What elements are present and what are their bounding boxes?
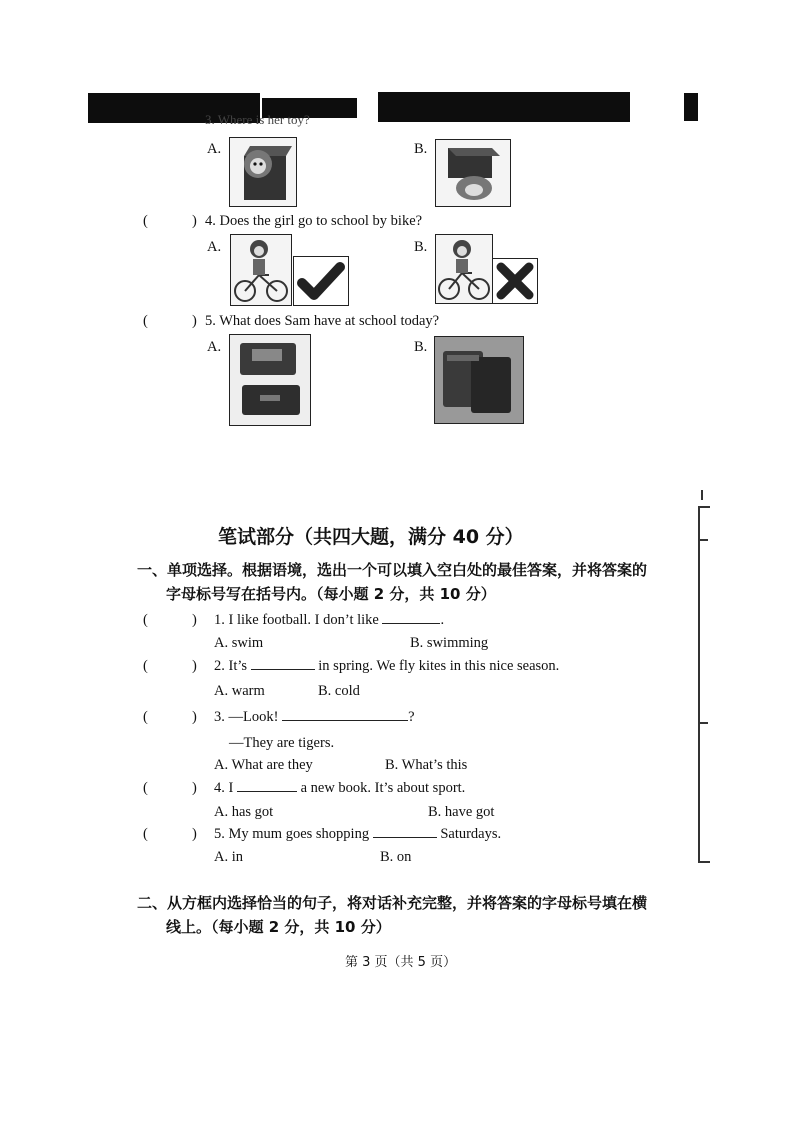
part1-heading-line2: 字母标号写在括号内。（每小题 2 分，共 10 分） [166,585,496,603]
p1-q5-option-a: A. in [214,849,243,865]
page-footer: 第 3 页（共 5 页） [345,955,457,970]
p1-q3-paren-open: ( [143,709,148,725]
p1-q3-stem-before: 3. —Look! [214,709,279,725]
p1-q1-stem-after: . [440,612,445,628]
q5-paren-close: ) [192,313,197,329]
part1-heading-line1: 一、单项选择。根据语境，选出一个可以填入空白处的最佳答案，并将答案的 [137,561,648,579]
p1-q2-option-b: B. cold [318,683,360,699]
margin-tick [698,722,708,724]
p1-q4-answer-blank[interactable] [237,791,297,792]
q3-option-b-label: B. [414,141,428,157]
margin-tick [698,539,708,541]
p1-q4-stem-after: a new book. It’s about sport. [300,780,466,796]
q5-option-b-picture [434,336,524,424]
p1-q4-stem [214,781,465,796]
p1-q2-paren-close: ) [192,658,197,674]
p1-q4-paren-open: ( [143,780,148,796]
p1-q1-stem-before: 1. I like football. I don’t like [214,612,379,628]
q3-option-b-picture [435,139,511,207]
p1-q1-answer-blank[interactable] [382,623,440,624]
q4-option-a-checkmark [293,256,349,306]
p1-q5-stem-before: 5. My mum goes shopping [214,826,370,842]
q4-option-a-label: A. [207,239,222,255]
q4-option-a-picture [230,234,292,306]
p1-q5-answer-blank[interactable] [373,837,437,838]
p1-q5-option-b: B. on [380,849,412,865]
q5-option-b-label: B. [414,339,428,355]
p1-q2-stem-before: 2. It’s [214,658,248,674]
margin-tick [698,506,710,508]
p1-q3-stem [214,710,415,725]
p1-q3-answer-blank[interactable] [282,720,408,721]
p1-q5-stem-after: Saturdays. [440,826,502,842]
q4-paren-open: ( [143,213,148,229]
written-section-title: 笔试部分（共四大题，满分 40 分） [218,526,524,548]
q3-partial-text: 3. Where is her toy? [205,112,310,127]
redaction-bar-right [378,92,630,122]
p1-q1-option-b: B. swimming [410,635,489,651]
p1-q4-option-b: B. have got [428,804,495,820]
p1-q1-paren-open: ( [143,612,148,628]
p1-q3-stem-after: ? [408,709,415,725]
p1-q3-option-a: A. What are they [214,757,313,773]
q5-paren-open: ( [143,313,148,329]
p1-q1-option-a: A. swim [214,635,264,651]
q3-option-a-picture [229,137,297,207]
part2-heading-line2: 线上。（每小题 2 分，共 10 分） [166,918,391,936]
q4-option-b-picture [435,234,493,304]
p1-q1-stem [214,613,444,628]
q5-option-a-picture [229,334,311,426]
margin-tick [698,861,710,863]
margin-mark [701,490,703,500]
q4-question-text: 4. Does the girl go to school by bike? [205,213,423,229]
q4-option-b-cross [492,258,538,304]
p1-q2-stem-after: in spring. We fly kites in this nice season. [318,658,560,674]
part2-heading-line1: 二、从方框内选择恰当的句子，将对话补充完整，并将答案的字母标号填在横 [137,894,648,912]
p1-q2-paren-open: ( [143,658,148,674]
p1-q2-answer-blank[interactable] [251,669,315,670]
p1-q1-paren-close: ) [192,612,197,628]
p1-q3-paren-close: ) [192,709,197,725]
p1-q4-stem-before: 4. I [214,780,234,796]
p1-q5-stem [214,827,501,842]
q5-option-a-label: A. [207,339,222,355]
p1-q3-option-b: B. What’s this [385,757,468,773]
q5-question-text: 5. What does Sam have at school today? [205,313,440,329]
q4-option-b-label: B. [414,239,428,255]
q4-paren-close: ) [192,213,197,229]
p1-q4-paren-close: ) [192,780,197,796]
p1-q3-response-line: —They are tigers. [229,735,335,751]
p1-q2-option-a: A. warm [214,683,265,699]
q3-option-a-label: A. [207,141,222,157]
margin-binding-line [698,506,700,862]
p1-q2-stem [214,659,559,674]
redaction-bar-edge [684,93,698,121]
p1-q5-paren-close: ) [192,826,197,842]
p1-q4-option-a: A. has got [214,804,274,820]
p1-q5-paren-open: ( [143,826,148,842]
